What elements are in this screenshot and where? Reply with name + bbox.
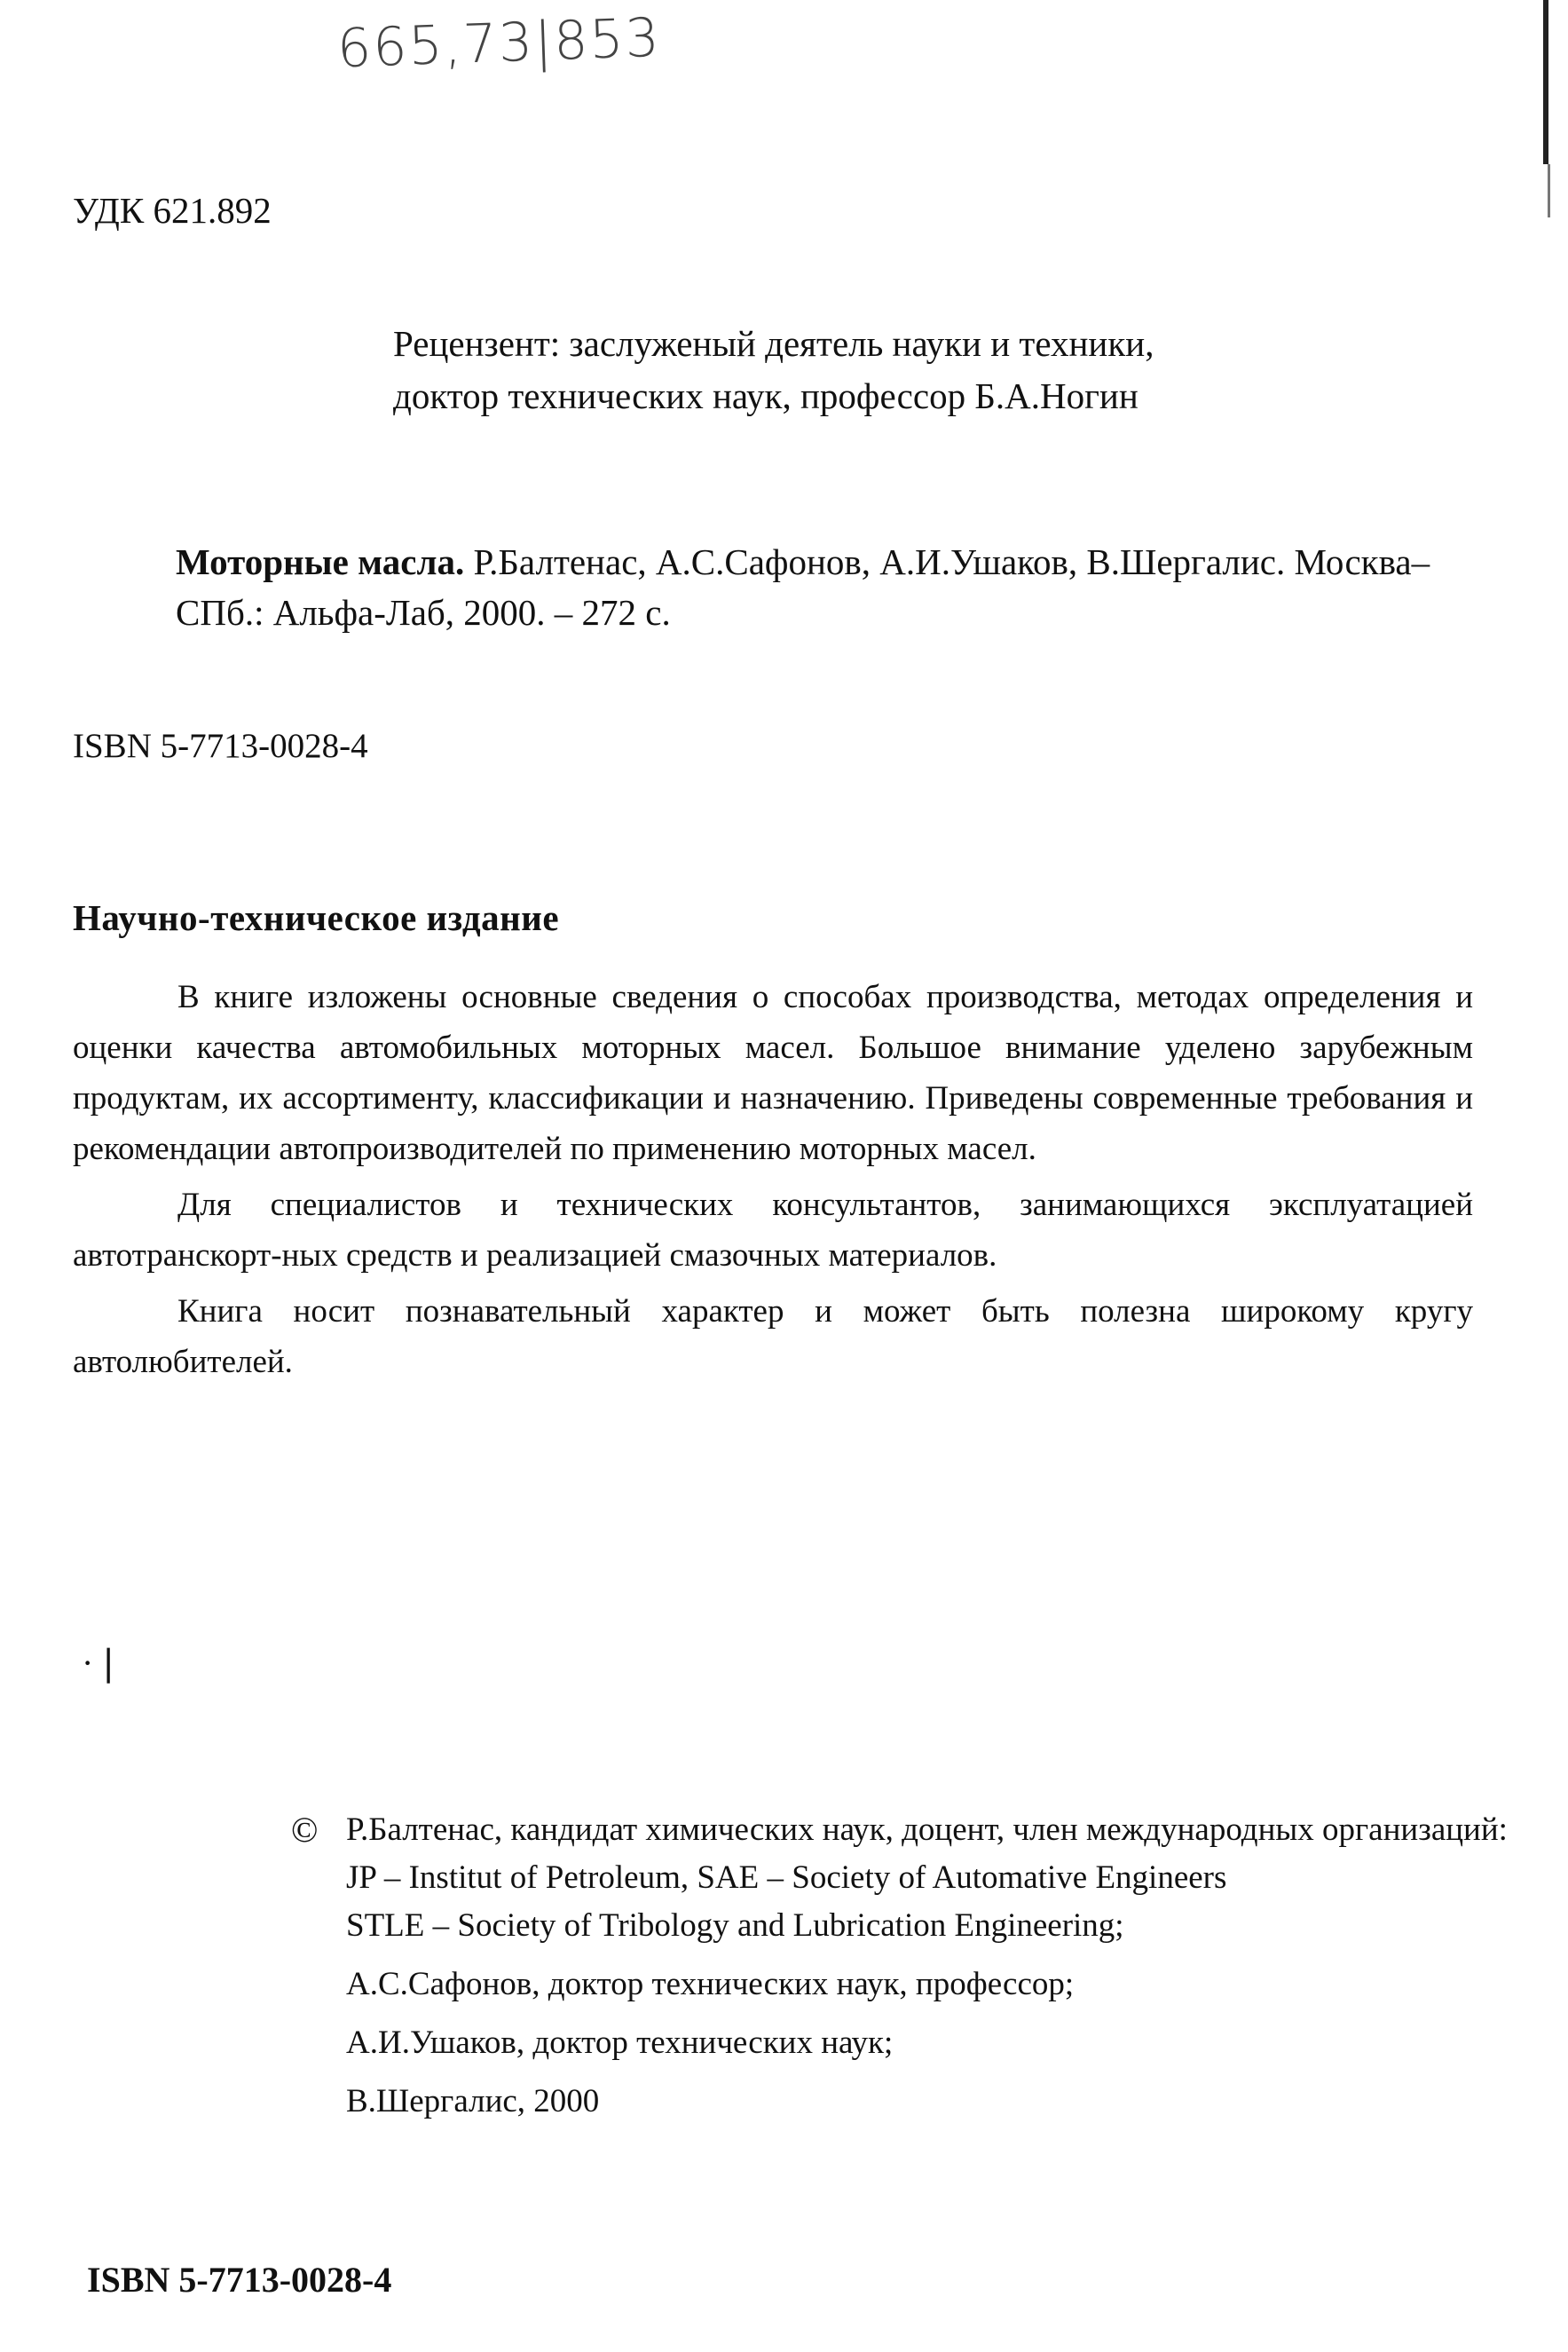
scan-edge-line: [1543, 0, 1548, 164]
abstract: [73, 972, 1473, 1393]
reviewer-line-2: доктор технических наук, профессор Б.А.Ногин: [393, 375, 1139, 416]
udk-code: УДК 621.892: [73, 190, 272, 231]
copyright-icon: ©: [291, 1810, 319, 1850]
handwritten-shelf-mark: 665,73|853: [335, 6, 662, 81]
copyright-block: [291, 1806, 1508, 2126]
abstract-paragraph: Для специалистов и технических консультантов, занимающихся эксплуатацией автотранскорт-ных средств и реализацией смазочных материалов.: [73, 1187, 1473, 1274]
copyright-line: В.Шергалис, 2000: [346, 2083, 600, 2119]
edition-type-heading: Научно-техническое издание: [73, 897, 560, 938]
reviewer-block: [393, 318, 1154, 422]
bibref-details: Р.Балтенас, А.С.Сафонов, А.И.Ушаков, В.Шергалис. Москва–СПб.: Альфа-Лаб, 2000. – 272 с.: [176, 541, 1430, 633]
isbn-top: ISBN 5-7713-0028-4: [73, 727, 368, 765]
isbn-bottom: ISBN 5-7713-0028-4: [87, 2260, 392, 2300]
bibliographic-reference: [176, 537, 1480, 638]
copyright-line: А.С.Сафонов, доктор технических наук, профессор;: [346, 1966, 1075, 2002]
abstract-paragraph: Книга носит познавательный характер и может быть полезна широкому кругу автолюбителей.: [73, 1293, 1473, 1380]
reviewer-line-1: Рецензент: заслуженый деятель науки и техники,: [393, 323, 1154, 364]
copyright-line: JP – Institut of Petroleum, SAE – Society of Automative Engineers: [346, 1859, 1227, 1896]
scan-mark: ·❘: [82, 1643, 123, 1683]
book-title: Моторные масла.: [176, 541, 465, 582]
abstract-paragraph: В книге изложены основные сведения о способах производства, методах определения и оценки качества автомобильных моторных масел. Большое внимание уделено зарубежным продуктам, их ассортименту, классификации и назначению. Приведены современные требования и рекомендации автопроизводителей по применению моторных масел.: [73, 979, 1473, 1167]
copyright-line: А.И.Ушаков, доктор технических наук;: [346, 2024, 894, 2061]
scan-edge-line-faint: [1548, 164, 1550, 217]
copyright-line: STLE – Society of Tribology and Lubrication Engineering;: [346, 1907, 1124, 1944]
copyright-line: Р.Балтенас, кандидат химических наук, доцент, член международных организаций:: [346, 1811, 1508, 1848]
